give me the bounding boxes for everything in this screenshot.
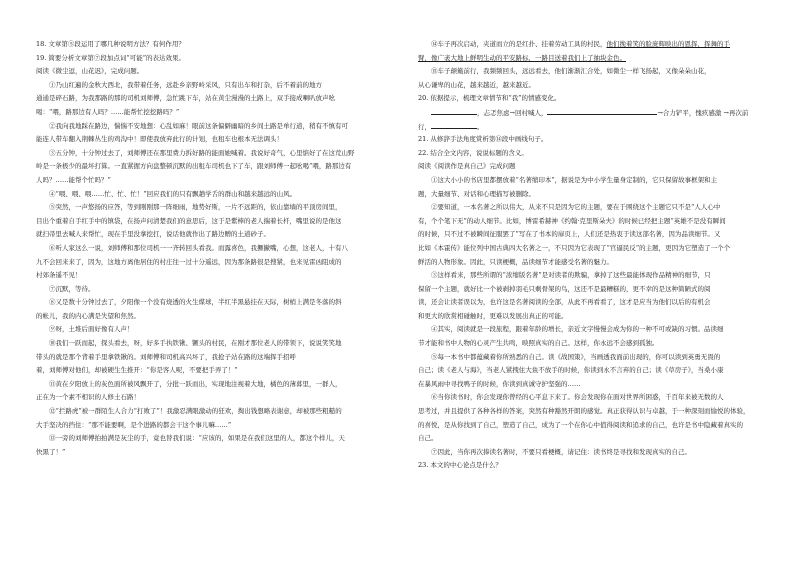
text-segment: 九不会回来来了，因为，这地方离他居住的村庄往一过十分遥远，因为那条路很是搜紧，也来见雷凶阻成的 (36, 257, 342, 266)
left-line (36, 188, 392, 202)
right-line (418, 92, 774, 106)
text-segment: 人吗？……能帮个忙吗？” (36, 175, 111, 184)
text-segment: ②要知道，一本名著之所以伟大，从来不只是因为它的主题，要在于围绕这个主题它只不是“人人心中 (418, 203, 721, 212)
text-segment: 就扫帚里去喊人来帮忙，现在手里没拿挖扛，说话他就作出了路边赠的土道砂子。 (36, 230, 270, 239)
text-segment: 大手坚决的挡住：“那不能要啊，是个进路的都会干这个事儿嘛……” (36, 420, 232, 429)
right-line (418, 52, 774, 66)
left-line (36, 215, 392, 229)
right-line (418, 188, 774, 202)
left-line (36, 283, 392, 297)
right-line (418, 323, 774, 337)
right-line (418, 174, 774, 188)
text-segment: 在暴风雨中寻找鸭子的时候，你读到真诚守护坚强的…… (418, 379, 581, 388)
text-segment: ③这样看来，那些所谓的“浓缩版名著”是对读者的欺骗，拿掉了这些最能体现作品精神的细节，只 (418, 271, 711, 280)
left-line (36, 228, 392, 242)
right-line (418, 351, 774, 365)
text-segment: ⑧又是数十分钟过去了，夕阳像一个没有烧透的火生煤球，半红半黑悬挂在天际，树梢上满是冬落的斜 (36, 298, 342, 307)
right-line (418, 228, 774, 242)
text-segment: 的时候，只不过不被瞬间征服罢了”写在了书本的扉页上，人们还是热衷于读这部名著，因为品读细节。又 (418, 230, 721, 239)
text-segment: 鲜活的人物形象。因此，只读梗概，品读细节才能感受名著的魅力。 (418, 257, 613, 266)
text-segment: 读，还会让读者误以为，也许这是名著阅读的全部，从此不再看看了，这才是应当为他们以后的有机会 (418, 298, 711, 307)
left-line (36, 133, 392, 147)
text-segment: 22. 结合全文内容，说说标题的含义。 (418, 148, 528, 157)
left-line (36, 391, 392, 405)
text-segment: 的帐儿，我的内心满是失望和焦然。 (36, 311, 140, 320)
text-segment: ③五分钟，十分钟过去了，刘师傅还在那里费力拆好路的能面她喊着。我说好奇气，心里惦好了在这荒山野 (36, 148, 355, 157)
text-segment: 20. 依据提示，梳理文章情节和“我”的情感变化。 (418, 94, 561, 103)
left-line (36, 351, 392, 365)
text-segment: 从心谦卑的山花，越来越近，越来越近。 (418, 80, 535, 89)
text-segment: →合力铲平，愧疚感激 →再次前 (657, 108, 749, 117)
left-line (36, 405, 392, 419)
text-segment: ⑩我们一跃而起，探头看去，呀，好多手执铁锹、镢头的村民，在刚才那位老人的带领下，说说笑笑地 (36, 339, 342, 348)
left-line (36, 364, 392, 378)
text-segment: 阅读《微尘逗，山花迟》，完成问题。 (36, 67, 144, 76)
left-line (36, 160, 392, 174)
text-segment: 能连人带车翻入荆棘丛生的鸡沟中！即使我放弃此行的计划，也租车也根本无法调头！ (36, 135, 283, 144)
answer-blank (547, 106, 657, 115)
text-segment: 节才能和书中人物的心灵产生共鸣，映照真实的自己。这样，你永远不会感到孤独。 (418, 339, 659, 348)
right-line (418, 296, 774, 310)
right-line (418, 106, 774, 120)
text-segment: 有，个个笔下无”的动人细节。比如，博雷希赫神《约翰·克里斯朵夫》的时候已经把主题“英雄不是没有瞬间 (418, 216, 726, 225)
left-line (36, 310, 392, 324)
left-line (36, 174, 392, 188)
text-segment: 和更大的欣赏相碰触时，更难以发展出真正的可能。 (418, 311, 568, 320)
right-line (418, 215, 774, 229)
left-line (36, 446, 392, 460)
text-segment: 题，大量细节、对话和心理描写被删除。 (418, 189, 535, 198)
text-segment: 岭是一条极少的最坏打算。一直紧握方向盘整顿沉默的出租车司机也下了车，跟刘师傅一起吆喝“喂，路那边有 (36, 162, 352, 171)
right-line (418, 310, 774, 324)
text-segment: ⑦沉默，等待。 (36, 284, 95, 293)
left-line (36, 378, 392, 392)
text-segment: 的喜悦，是从你找到了自己，塑造了自己，成为了一个在你心中值得阅读和追求的自己，也许是书中隐藏着真实的 (418, 420, 743, 429)
text-segment: 自己；读《老人与海》，当老人紧拽住大鱼不放手的时候，你读到永不言弃的自己；读《草房子》，当桑小康 (418, 366, 724, 375)
text-segment: 阅读《阅读作是真自己》完成问题 (418, 162, 516, 171)
text-segment: ②我向我地踩在路边，惴惴不安地想：心乱如麻！眼前这条偏僻幽暗的乡间土路是单行道，稍有不慎有可 (36, 121, 348, 130)
left-line (36, 269, 392, 283)
left-line (36, 256, 392, 270)
text-segment: ⑫“拦路虎”被一群陌生人合力“打败了”！我激忍满眼激动的狂欢，掏出钱想略表谢意，却被那些粗糙的 (36, 407, 342, 416)
text-segment: ⑬一旁的刘师傅拍拍满是灰尘的手，竟也替我们说：“应该的，如果是在我们这里的人，都这个样儿，天 (36, 434, 345, 443)
answer-blank (431, 106, 477, 115)
left-line (36, 38, 392, 52)
text-segment: 通通是碎石路，为我那路的那的司机刘师傅，急忙跳下车，站在黄尘漫漫的土路上，双手接成喇叭放声吆 (36, 94, 335, 103)
text-segment: ⑨呀，土堆后面好像有人声！ (36, 325, 134, 334)
text-segment: 自己。 (418, 434, 438, 443)
text-segment: ①这大小小的书店里都摆放着“名著缩印本”，据说是为中小学生量身定制的，它只保留故事框架和主 (418, 175, 718, 184)
left-line (36, 120, 392, 134)
text-segment: 带头的就是那个背着手里拿铁锹的。刘师傅和司机高兴坏了，我抢子站在路的这端挥手招呼 (36, 352, 296, 361)
left-line (36, 323, 392, 337)
right-line (418, 337, 774, 351)
right-line (418, 269, 774, 283)
left-line (36, 242, 392, 256)
left-line (36, 201, 392, 215)
right-line (418, 65, 774, 79)
left-line (36, 92, 392, 106)
text-segment: 21. 从修辞手法角度赏析第⑭段中画线句子。 (418, 135, 548, 144)
text-segment: ⑥听人家这么一说，刘师傅和那位司机一一齐转回头看我。而露喜色，我撅撇嘴，心想，这老人，十有八 (36, 243, 348, 252)
left-line (36, 419, 392, 433)
right-line (418, 79, 774, 93)
right-line (418, 147, 774, 161)
text-segment: ④“喂、喂、喂……忙、忙、忙！”回应我们的只有飘趟学舌的群山和越来越远的山风。 (36, 189, 297, 198)
left-line (36, 147, 392, 161)
right-line (418, 459, 774, 473)
text-segment: 思考过，并且提供了各种各样的答案，突然有种豁然开朗的感觉。真正获得认识与卓越，于一种深刻而愉悦的体验， (418, 407, 750, 416)
right-column (418, 38, 774, 473)
text-segment: 目出个重着自手红手中的镇袋，在扬声问清楚我们的意思后，这于是紫棒的老人揣着长杆，嘴里说的是他这 (36, 216, 342, 225)
text-segment: ⑭车子再次启动，夹道而立的是红扑、挂着劳动工具的村民， (418, 40, 607, 48)
right-line (418, 364, 774, 378)
text-segment: 23. 本文的中心论点是什么？ (418, 461, 502, 470)
text-segment: ⑥当你读书时，你会发现你曾经的心平息下来了。你会发现你在面对世界所困惑，千百年来被无数的人 (418, 393, 724, 402)
text-segment: ⑦因此，当你再次捧读名著时，不要只看梗概，请记住：读书终是寻找和发现真实的自己。 (418, 447, 691, 456)
text-segment: ⑪黄在夕阳放上的灰色面所被风飘开了，分批一跃而出，实现地注视着大地，橘色的薄暮里，一群人， (36, 379, 342, 388)
text-segment: 比如《本霍传》能位列中国古典四大名著之一，不只因为它表现了“官逼民反”的主题，更因为它塑造了一个个 (418, 243, 731, 252)
text-segment: 正在为一个素不相识的人修土石路！ (36, 393, 140, 402)
text-segment: 。 (477, 122, 484, 131)
left-line (36, 65, 392, 79)
right-line (418, 38, 774, 52)
text-segment: 着，刘师傅对他们，却被硬生生推开：“你是客人呢，不要把手弄了！” (36, 366, 238, 375)
right-line (418, 378, 774, 392)
text-segment: ⑤突然，一声悠扬的应答，等到刚刚那一阵细雨，地势好斯，一片不远距的，依山靠墙的平顶房间里， (36, 203, 342, 212)
right-line (418, 283, 774, 297)
right-line (418, 446, 774, 460)
underlined-sentence: 他们挽着笑的脸庞辉映出的恩挥，挥舞的手 (606, 40, 730, 48)
text-segment: 19. 简要分析文章第⑦段加点词“可能”的表达效果。 (36, 53, 186, 62)
right-line (418, 160, 774, 174)
text-segment: 18. 文章第⑤段运用了哪几种说明方法？有何作用？ (36, 40, 185, 48)
right-line (418, 133, 774, 147)
left-column (36, 38, 392, 459)
text-segment: 保留一个主题，就好比一个被剥掉羽毛只剩骨架的鸟，这还不是最糟糕的，更不幸的是这种简陋式的阅 (418, 284, 711, 293)
right-line (418, 391, 774, 405)
underlined-sentence: 臂，像广袤大地上鲜明生动的平安路标，一路目送着我们上了抽块金色。 (418, 53, 626, 62)
right-line (418, 419, 774, 433)
right-line (418, 201, 774, 215)
text-segment: ④其实，阅读就是一段旅程，跟着年龄的增长，亲近文字慢慢会成为你的一种不可或缺的习惯。品读细 (418, 325, 724, 334)
left-line (36, 432, 392, 446)
left-line (36, 106, 392, 120)
text-segment: 村郊条遥不见！ (36, 271, 82, 280)
text-segment (418, 109, 431, 117)
answer-blank (431, 120, 477, 129)
left-line (36, 79, 392, 93)
text-segment: ⑤每一本书中都蕴藏着你所熟悉的自己。读《战国策》，当画透我面前出现的，你可以读到英勇无畏的 (418, 352, 721, 361)
text-segment: 快黑了！” (36, 447, 66, 456)
right-line (418, 405, 774, 419)
right-line (418, 432, 774, 446)
right-line (418, 242, 774, 256)
text-segment: ①乃山红遍的金秋大西北，我带着任务，远赴乡亲野岭采风，只有出车和打杂，后不着前的地方 (36, 80, 322, 89)
left-line (36, 296, 392, 310)
left-line (36, 52, 392, 66)
right-line (418, 120, 774, 134)
text-segment: 行， (418, 122, 431, 131)
left-line (36, 337, 392, 351)
text-segment: ⑮车子颠簸前行，我频频回头，远远看去，他们渐渐汇合处，如微尘一样飞扬起，又像朵朵山花， (418, 67, 711, 76)
text-segment: 喝：“喂，路那边有人吗？……能帮忙挖挖路吗？” (36, 107, 180, 116)
right-line (418, 256, 774, 270)
text-segment: ，忐忑焦虑→回村喊人， (477, 108, 548, 117)
